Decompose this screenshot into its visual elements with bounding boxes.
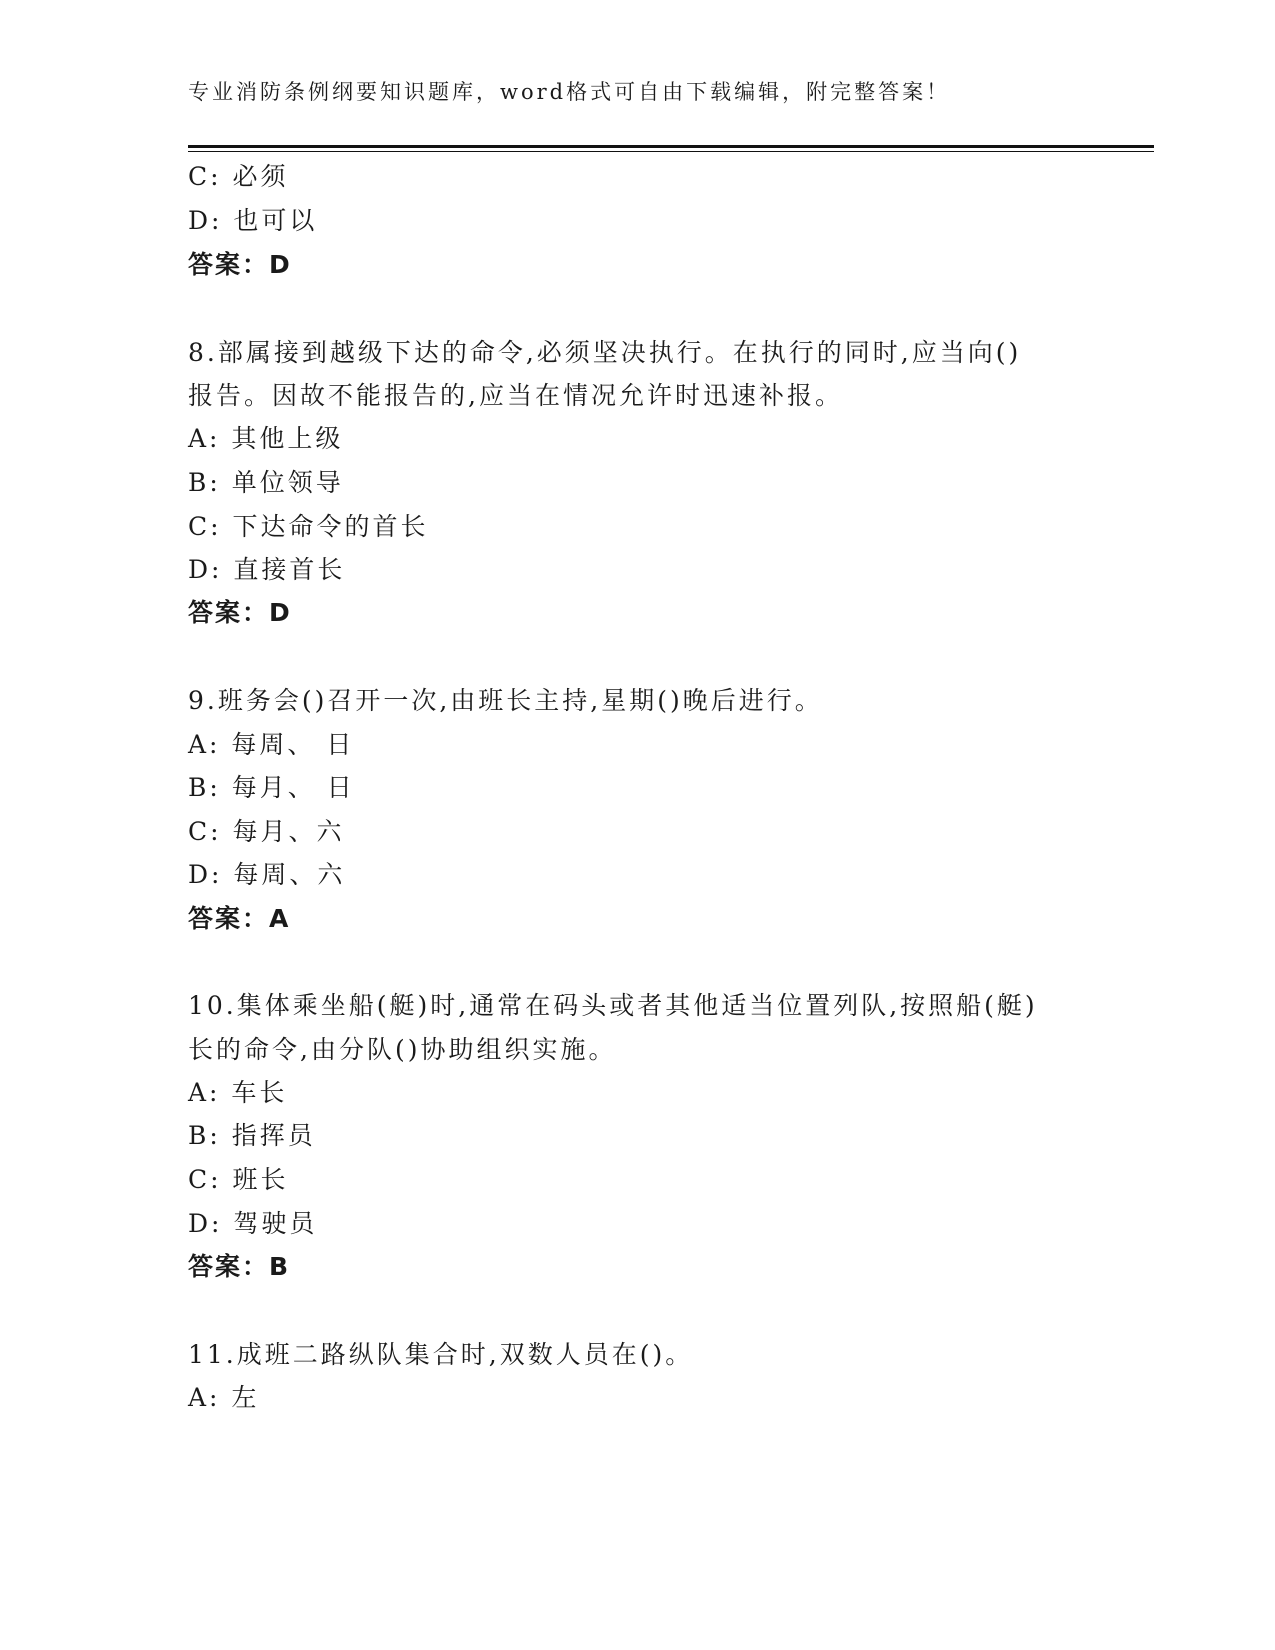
option-c: C: 每月、六 bbox=[188, 817, 345, 846]
question-11: 11.成班二路纵队集合时,双数人员在()。 bbox=[188, 1340, 694, 1369]
question-10: 10.集体乘坐船(艇)时,通常在码头或者其他适当位置列队,按照船(艇) bbox=[188, 991, 1038, 1020]
option-b: B: 每月、 日 bbox=[188, 773, 355, 802]
option-c: C: 班长 bbox=[188, 1165, 289, 1194]
option-d: D: 直接首长 bbox=[188, 555, 346, 584]
option-a: A: 每周、 日 bbox=[188, 730, 355, 759]
option-d: D: 也可以 bbox=[188, 206, 318, 235]
question-8-continued: 报告。因故不能报告的,应当在情况允许时迅速补报。 bbox=[188, 381, 843, 410]
question-9: 9.班务会()召开一次,由班长主持,星期()晚后进行。 bbox=[188, 686, 823, 715]
option-a: A: 车长 bbox=[188, 1078, 288, 1107]
option-a: A: 其他上级 bbox=[188, 424, 344, 453]
option-b: B: 单位领导 bbox=[188, 468, 344, 497]
header-rule-thick bbox=[188, 145, 1154, 148]
header-rule-thin bbox=[188, 151, 1154, 152]
answer: 答案：B bbox=[188, 1252, 291, 1281]
answer: 答案：D bbox=[188, 250, 292, 279]
option-c: C: 必须 bbox=[188, 162, 289, 191]
page-header: 专业消防条例纲要知识题库，word格式可自由下载编辑，附完整答案！ bbox=[188, 80, 951, 104]
option-a: A: 左 bbox=[188, 1383, 260, 1412]
option-c: C: 下达命令的首长 bbox=[188, 512, 429, 541]
question-8: 8.部属接到越级下达的命令,必须坚决执行。在执行的同时,应当向() bbox=[188, 338, 1022, 367]
option-d: D: 每周、六 bbox=[188, 860, 346, 889]
option-b: B: 指挥员 bbox=[188, 1121, 316, 1150]
option-d: D: 驾驶员 bbox=[188, 1209, 318, 1238]
question-10-continued: 长的命令,由分队()协助组织实施。 bbox=[188, 1035, 617, 1064]
answer: 答案：D bbox=[188, 598, 292, 627]
answer: 答案：A bbox=[188, 904, 291, 933]
